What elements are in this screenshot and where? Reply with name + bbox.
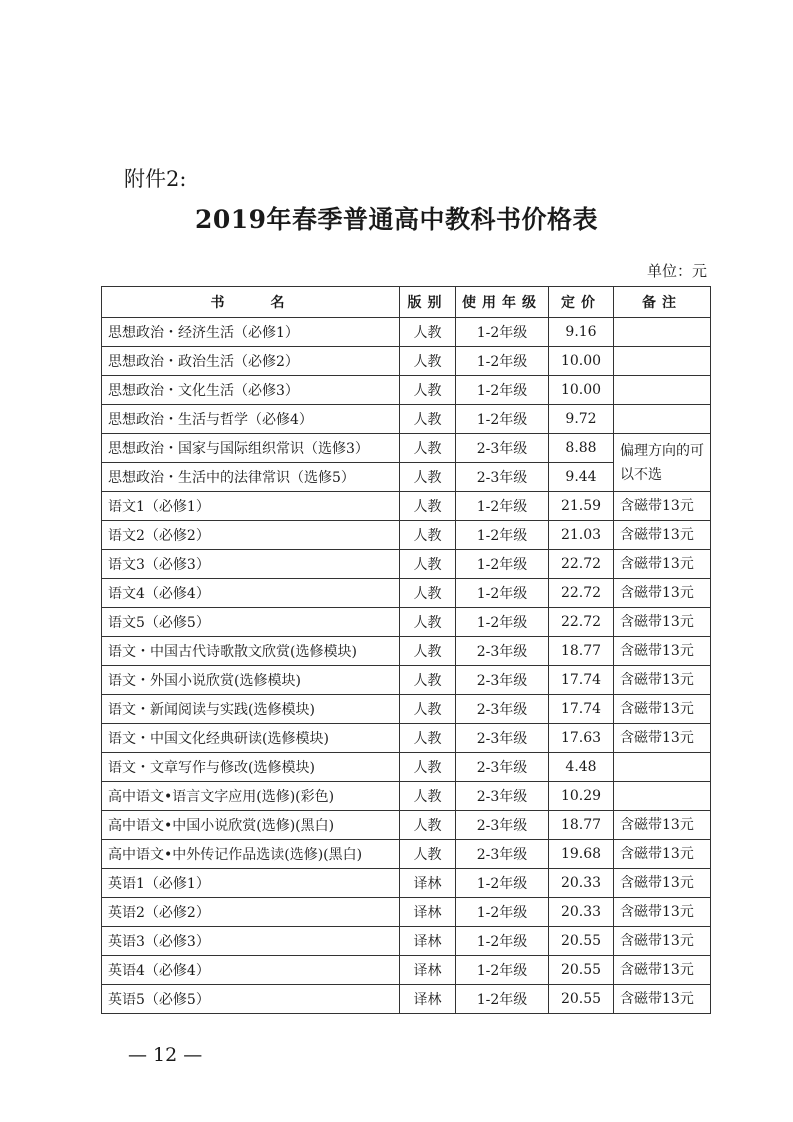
remark-cell: 含磁带13元 <box>614 550 711 579</box>
remark-cell <box>614 405 711 434</box>
book-name-cell: 语文4（必修4） <box>102 579 400 608</box>
header-price: 定价 <box>549 287 614 318</box>
book-name-cell: 英语2（必修2） <box>102 898 400 927</box>
book-name-cell: 英语4（必修4） <box>102 956 400 985</box>
edition-cell: 人教 <box>400 724 456 753</box>
price-cell: 21.03 <box>549 521 614 550</box>
remark-cell: 含磁带13元 <box>614 811 711 840</box>
edition-cell: 人教 <box>400 434 456 463</box>
book-name-cell: 高中语文•中国小说欣赏(选修)(黑白) <box>102 811 400 840</box>
table-row <box>102 898 711 927</box>
edition-cell: 译林 <box>400 985 456 1014</box>
price-cell: 20.33 <box>549 869 614 898</box>
price-cell: 9.16 <box>549 318 614 347</box>
table-row <box>102 521 711 550</box>
edition-cell: 人教 <box>400 840 456 869</box>
table-row <box>102 956 711 985</box>
price-cell: 10.00 <box>549 347 614 376</box>
table-row <box>102 376 711 405</box>
price-cell: 9.72 <box>549 405 614 434</box>
price-cell: 17.74 <box>549 695 614 724</box>
price-cell: 18.77 <box>549 811 614 840</box>
grade-cell: 2-3年级 <box>456 695 549 724</box>
book-name-cell: 英语3（必修3） <box>102 927 400 956</box>
table-row <box>102 637 711 666</box>
grade-cell: 2-3年级 <box>456 782 549 811</box>
book-name-cell: 英语5（必修5） <box>102 985 400 1014</box>
book-name-cell: 思想政治・政治生活（必修2） <box>102 347 400 376</box>
edition-cell: 人教 <box>400 753 456 782</box>
remark-cell: 含磁带13元 <box>614 869 711 898</box>
table-row <box>102 550 711 579</box>
edition-cell: 人教 <box>400 376 456 405</box>
table-row <box>102 318 711 347</box>
book-name-cell: 语文5（必修5） <box>102 608 400 637</box>
remark-cell <box>614 376 711 405</box>
grade-cell: 1-2年级 <box>456 608 549 637</box>
price-cell: 17.74 <box>549 666 614 695</box>
book-name-cell: 语文3（必修3） <box>102 550 400 579</box>
book-name-cell: 语文2（必修2） <box>102 521 400 550</box>
book-name-cell: 思想政治・文化生活（必修3） <box>102 376 400 405</box>
grade-cell: 1-2年级 <box>456 956 549 985</box>
edition-cell: 人教 <box>400 666 456 695</box>
remark-cell <box>614 318 711 347</box>
price-cell: 21.59 <box>549 492 614 521</box>
table-row <box>102 840 711 869</box>
header-edition: 版别 <box>400 287 456 318</box>
attachment-label: 附件2: <box>124 167 187 191</box>
remark-cell: 含磁带13元 <box>614 492 711 521</box>
price-cell: 20.55 <box>549 956 614 985</box>
price-cell: 22.72 <box>549 550 614 579</box>
price-cell: 17.63 <box>549 724 614 753</box>
table-row <box>102 985 711 1014</box>
book-name-cell: 语文1（必修1） <box>102 492 400 521</box>
grade-cell: 2-3年级 <box>456 637 549 666</box>
table-row <box>102 782 711 811</box>
price-cell: 4.48 <box>549 753 614 782</box>
edition-cell: 译林 <box>400 927 456 956</box>
table-row <box>102 753 711 782</box>
price-cell: 20.55 <box>549 985 614 1014</box>
book-name-cell: 高中语文•语言文字应用(选修)(彩色) <box>102 782 400 811</box>
grade-cell: 2-3年级 <box>456 666 549 695</box>
grade-cell: 2-3年级 <box>456 753 549 782</box>
price-cell: 19.68 <box>549 840 614 869</box>
table-row <box>102 666 711 695</box>
edition-cell: 译林 <box>400 956 456 985</box>
table-row <box>102 811 711 840</box>
table-row <box>102 434 711 463</box>
remark-cell <box>614 782 711 811</box>
remark-cell: 偏理方向的可以不选 <box>614 434 711 492</box>
price-cell: 18.77 <box>549 637 614 666</box>
book-name-cell: 高中语文•中外传记作品选读(选修)(黑白) <box>102 840 400 869</box>
table-row <box>102 869 711 898</box>
edition-cell: 人教 <box>400 318 456 347</box>
book-name-cell: 语文・文章写作与修改(选修模块) <box>102 753 400 782</box>
table-row <box>102 405 711 434</box>
remark-cell: 含磁带13元 <box>614 927 711 956</box>
table-row <box>102 347 711 376</box>
remark-cell: 含磁带13元 <box>614 579 711 608</box>
page-title: 2019年春季普通高中教科书价格表 <box>194 205 599 234</box>
grade-cell: 1-2年级 <box>456 521 549 550</box>
grade-cell: 1-2年级 <box>456 927 549 956</box>
price-cell: 20.33 <box>549 898 614 927</box>
remark-cell: 含磁带13元 <box>614 608 711 637</box>
table-row <box>102 579 711 608</box>
grade-cell: 2-3年级 <box>456 463 549 492</box>
price-cell: 10.29 <box>549 782 614 811</box>
edition-cell: 人教 <box>400 405 456 434</box>
price-cell: 8.88 <box>549 434 614 463</box>
table-row <box>102 927 711 956</box>
grade-cell: 1-2年级 <box>456 405 549 434</box>
edition-cell: 人教 <box>400 811 456 840</box>
grade-cell: 2-3年级 <box>456 811 549 840</box>
book-name-cell: 思想政治・经济生活（必修1） <box>102 318 400 347</box>
price-cell: 10.00 <box>549 376 614 405</box>
price-cell: 20.55 <box>549 927 614 956</box>
edition-cell: 人教 <box>400 463 456 492</box>
grade-cell: 1-2年级 <box>456 318 549 347</box>
table-row <box>102 492 711 521</box>
remark-cell <box>614 347 711 376</box>
book-name-cell: 语文・新闻阅读与实践(选修模块) <box>102 695 400 724</box>
header-grade: 使用年级 <box>456 287 549 318</box>
book-name-cell: 英语1（必修1） <box>102 869 400 898</box>
price-cell: 22.72 <box>549 579 614 608</box>
header-remark: 备注 <box>614 287 711 318</box>
remark-cell: 含磁带13元 <box>614 724 711 753</box>
remark-cell: 含磁带13元 <box>614 521 711 550</box>
edition-cell: 人教 <box>400 347 456 376</box>
book-name-cell: 思想政治・国家与国际组织常识（选修3） <box>102 434 400 463</box>
unit-label: 单位：元 <box>646 262 707 280</box>
table-row <box>102 608 711 637</box>
book-name-cell: 思想政治・生活中的法律常识（选修5） <box>102 463 400 492</box>
table-header-row <box>102 287 711 318</box>
remark-cell: 含磁带13元 <box>614 695 711 724</box>
edition-cell: 人教 <box>400 521 456 550</box>
grade-cell: 1-2年级 <box>456 376 549 405</box>
remark-cell: 含磁带13元 <box>614 956 711 985</box>
price-table <box>101 286 711 1014</box>
grade-cell: 1-2年级 <box>456 550 549 579</box>
remark-cell: 含磁带13元 <box>614 840 711 869</box>
book-name-cell: 语文・中国文化经典研读(选修模块) <box>102 724 400 753</box>
table-row <box>102 695 711 724</box>
edition-cell: 人教 <box>400 637 456 666</box>
edition-cell: 人教 <box>400 695 456 724</box>
grade-cell: 2-3年级 <box>456 434 549 463</box>
price-cell: 22.72 <box>549 608 614 637</box>
book-name-cell: 语文・中国古代诗歌散文欣赏(选修模块) <box>102 637 400 666</box>
edition-cell: 人教 <box>400 492 456 521</box>
price-cell: 9.44 <box>549 463 614 492</box>
edition-cell: 人教 <box>400 608 456 637</box>
grade-cell: 1-2年级 <box>456 898 549 927</box>
remark-cell <box>614 753 711 782</box>
grade-cell: 2-3年级 <box>456 840 549 869</box>
remark-cell: 含磁带13元 <box>614 666 711 695</box>
remark-cell: 含磁带13元 <box>614 898 711 927</box>
grade-cell: 1-2年级 <box>456 492 549 521</box>
grade-cell: 1-2年级 <box>456 985 549 1014</box>
edition-cell: 译林 <box>400 898 456 927</box>
grade-cell: 1-2年级 <box>456 869 549 898</box>
book-name-cell: 语文・外国小说欣赏(选修模块) <box>102 666 400 695</box>
grade-cell: 1-2年级 <box>456 579 549 608</box>
edition-cell: 人教 <box>400 579 456 608</box>
grade-cell: 1-2年级 <box>456 347 549 376</box>
edition-cell: 译林 <box>400 869 456 898</box>
edition-cell: 人教 <box>400 782 456 811</box>
page-number: — 12 — <box>128 1044 203 1066</box>
book-name-cell: 思想政治・生活与哲学（必修4） <box>102 405 400 434</box>
header-book-name: 书 名 <box>102 287 400 318</box>
edition-cell: 人教 <box>400 550 456 579</box>
grade-cell: 2-3年级 <box>456 724 549 753</box>
remark-cell: 含磁带13元 <box>614 985 711 1014</box>
remark-cell: 含磁带13元 <box>614 637 711 666</box>
table-row <box>102 724 711 753</box>
